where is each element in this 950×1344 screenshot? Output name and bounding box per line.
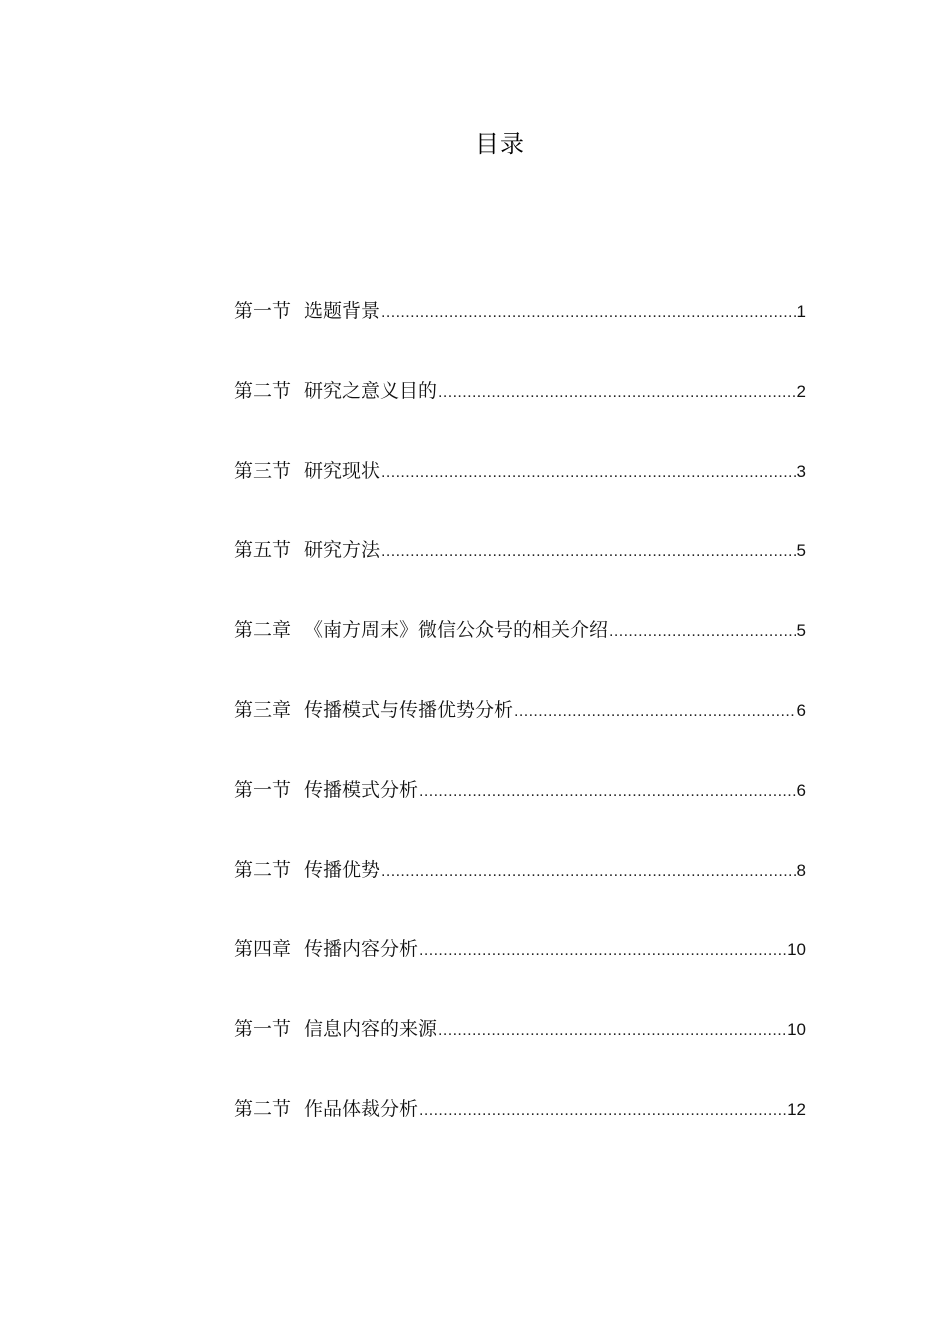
toc-entry-number: 第一节: [234, 300, 292, 322]
toc-entry-page: 8: [796, 860, 806, 880]
toc-entry-page: 3: [796, 461, 806, 481]
toc-entry-text: 研究之意义目的: [304, 379, 438, 402]
toc-dot-leader: [381, 543, 796, 561]
toc-entry-page: 5: [796, 621, 806, 641]
toc-dot-leader: [419, 1102, 786, 1120]
toc-entry-text: 研究现状: [304, 459, 381, 482]
toc-entry-number: 第二章: [234, 619, 292, 642]
table-of-contents: [234, 296, 806, 1174]
toc-entry-page: 5: [796, 541, 806, 561]
toc-entry-text: 传播模式分析: [304, 778, 419, 801]
toc-dot-leader: [381, 863, 796, 881]
toc-entry-text: 传播模式与传播优势分析: [304, 698, 514, 721]
toc-entry-text: 研究方法: [304, 539, 381, 562]
toc-entry-number: 第四章: [234, 938, 292, 961]
toc-entry[interactable]: [234, 934, 806, 1014]
toc-entry-number: 第三章: [234, 698, 292, 721]
toc-entry-page: 10: [787, 1020, 806, 1040]
toc-title: 目录: [475, 130, 525, 158]
toc-entry-number: 第三节: [234, 459, 292, 482]
toc-entry[interactable]: [234, 615, 806, 695]
toc-entry-text: 作品体裁分析: [304, 1097, 419, 1120]
toc-entry-number: 第二节: [234, 1097, 292, 1120]
toc-entry-text: 信息内容的来源: [304, 1018, 438, 1041]
toc-entry[interactable]: [234, 1094, 806, 1174]
toc-entry[interactable]: [234, 535, 806, 615]
toc-entry-page: 6: [796, 700, 806, 720]
toc-dot-leader: [419, 942, 786, 960]
toc-entry-text: 传播内容分析: [304, 938, 419, 961]
toc-entry-text: 选题背景: [304, 300, 381, 322]
toc-dot-leader: [514, 703, 796, 721]
toc-entry[interactable]: [234, 376, 806, 456]
toc-entry[interactable]: [234, 855, 806, 935]
toc-entry-page: 1: [796, 302, 806, 321]
toc-dot-leader: [381, 464, 796, 482]
toc-entry-number: 第二节: [234, 379, 292, 402]
toc-entry-page: 6: [796, 780, 806, 800]
toc-entry[interactable]: [234, 695, 806, 775]
toc-entry-number: 第二节: [234, 858, 292, 881]
toc-entry[interactable]: [234, 1014, 806, 1094]
toc-dot-leader: [419, 783, 796, 801]
toc-entry-number: 第一节: [234, 1018, 292, 1041]
toc-entry-number: 第一节: [234, 778, 292, 801]
toc-entry-page: 12: [787, 1099, 806, 1119]
toc-dot-leader: [438, 1022, 786, 1040]
toc-entry[interactable]: [234, 456, 806, 536]
toc-entry[interactable]: [234, 775, 806, 855]
toc-entry[interactable]: [234, 296, 806, 376]
toc-entry-page: 2: [796, 381, 806, 401]
toc-dot-leader: [609, 623, 796, 641]
toc-entry-page: 10: [787, 940, 806, 960]
toc-entry-text: 传播优势: [304, 858, 381, 881]
toc-entry-text: 《南方周末》微信公众号的相关介绍: [304, 619, 609, 642]
toc-dot-leader: [438, 384, 796, 402]
toc-dot-leader: [381, 304, 796, 322]
toc-entry-number: 第五节: [234, 539, 292, 562]
